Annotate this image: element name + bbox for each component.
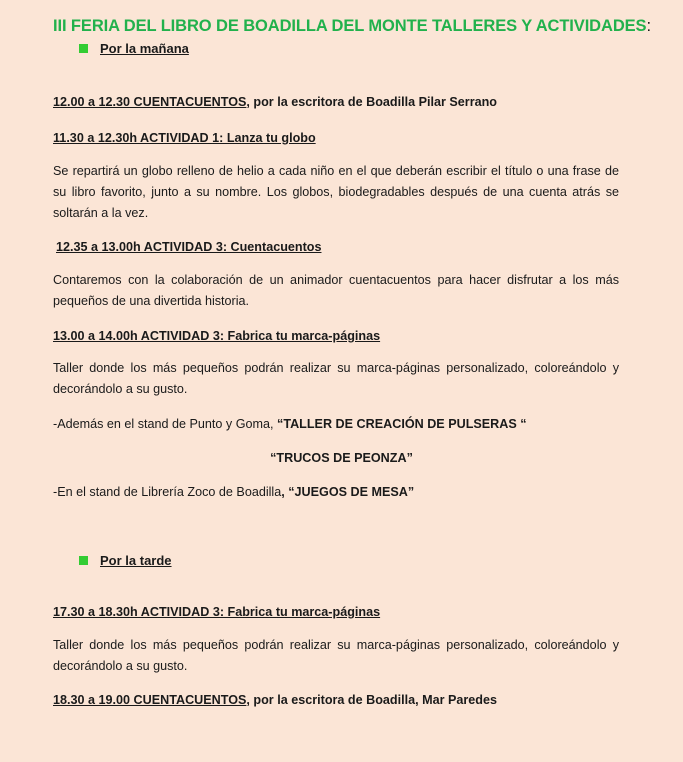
square-bullet-icon [79,556,88,565]
afternoon-section-header [79,553,172,568]
activity-bookmark-description: Taller donde los más pequeños podrán realizar su marca-páginas personalizado, coloreándolo y decorándolo a su gusto. [53,361,619,396]
square-bullet-icon [79,44,88,53]
activity-storytelling-heading: 12.35 a 13.00h ACTIVIDAD 3: Cuentacuentos [56,240,322,254]
afternoon-label: Por la tarde [100,553,172,568]
stand-punto-y-goma [53,417,527,431]
stand-punto-prefix: -Además en el stand de Punto y Goma, [53,417,278,431]
morning-label: Por la mañana [100,41,189,56]
afternoon-storytelling-line [53,693,497,707]
activity-balloon-description: Se repartirá un globo relleno de helio a cada niño en el que deberán escribir el título o una frase de su libro favorito, junto a su nombre. Los globos, biodegradables después de una cuenta atrás se soltarán a la vez. [53,164,619,220]
morning-storytelling-time: 12.00 a 12.30 CUENTACUENTOS [53,95,247,109]
activity-bookmark-heading: 13.00 a 14.00h ACTIVIDAD 3: Fabrica tu marca-páginas [53,329,381,343]
activity-storytelling-description: Contaremos con la colaboración de un animador cuentacuentos para hacer disfrutar a los más pequeños de una divertida historia. [53,273,619,308]
title-colon: : [646,17,651,35]
afternoon-bookmark-heading: 17.30 a 18.30h ACTIVIDAD 3: Fabrica tu marca-páginas [53,605,381,619]
afternoon-bookmark-description: Taller donde los más pequeños podrán realizar su marca-páginas personalizado, coloreándolo y decorándolo a su gusto. [53,638,619,673]
stand-trucos-peonza: “TRUCOS DE PEONZA” [270,451,413,465]
morning-storytelling-line [53,95,497,109]
page-title [53,17,651,36]
activity-balloon-heading: 11.30 a 12.30h ACTIVIDAD 1: Lanza tu globo [53,131,316,145]
afternoon-storytelling-time: 18.30 a 19.00 CUENTACUENTOS [53,693,247,707]
morning-storytelling-author: , por la escritora de Boadilla Pilar Serrano [246,95,497,109]
stand-zoco-games: , “JUEGOS DE MESA” [281,485,415,499]
stand-libreria-zoco [53,485,414,499]
stand-zoco-prefix: -En el stand de Librería Zoco de Boadilla [53,485,282,499]
title-text: III FERIA DEL LIBRO DE BOADILLA DEL MONTE TALLERES Y ACTIVIDADES [53,17,647,35]
morning-section-header [79,41,189,56]
afternoon-storytelling-author: , por la escritora de Boadilla, Mar Paredes [246,693,497,707]
stand-punto-workshop: “TALLER DE CREACIÓN DE PULSERAS “ [277,417,527,431]
